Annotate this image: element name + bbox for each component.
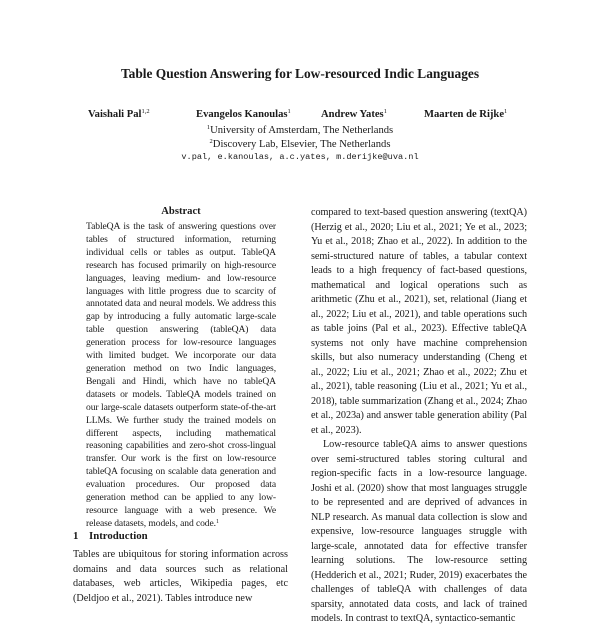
author-name: Maarten de Rijke: [424, 109, 505, 120]
right-column-paragraph-1: compared to text-based question answering (textQA) (Herzig et al., 2020; Liu et al., 2021; Ye et al., 2023; Yu et al., 2018; Zhao et al., 2022). In addition to the semi-structured nature of tables, a tabular context leads to a high frequency of fact-based questions, mathematical and logical operations such as arithmetic (Zhu et al., 2021), set, relational (Jiang et al., 2022; Liu et al., 2021), and table operations such as table joins (Pal et al., 2023). Effective tableQA systems not only have machine comprehension skills, but also numeracy understanding (Cheng et al., 2022; Liu et al., 2021; Zhao et al., 2022; Zhu et al., 2021), table reasoning (Liu et al., 2021; Yu et al., 2018), table summarization (Zhang et al., 2024; Zhao et al., 2023a) and answer table generation ability (Pal et al., 2023).: [311, 207, 527, 436]
author-name: Andrew Yates: [321, 109, 384, 120]
author-affil-mark: 1: [504, 108, 508, 115]
author-name: Vaishali Pal: [88, 109, 142, 120]
paper-title: Table Question Answering for Low-resourced Indic Languages: [120, 66, 480, 81]
author-name: Evangelos Kanoulas: [196, 109, 288, 120]
affiliation-text: University of Amsterdam, The Netherlands: [210, 125, 394, 136]
affiliation-mark: 2: [209, 138, 213, 145]
abstract-text: TableQA is the task of answering questions over tables of structured information, returning individual cells or tables as output. TableQA research has focused primarily on high-resource languages, leaving medium- and low-resource languages with little progress due to scarcity of annotated data and neural models. We address this gap by introducing a fully automatic large-scale table question answering (tableQA) data generation process for low-resource languages with limited budget. We incorporate our data generation method on two Indic languages, Bengali and Hindi, which have no tableQA datasets or models. TableQA models trained on our large-scale datasets outperform state-of-the-art LLMs. We further study the trained models on different aspects, including mathematical reasoning capabilities and zero-shot cross-lingual transfer. Our work is the first on low-resource tableQA focusing on scalable data generation and evaluation procedures. Our proposed data generation method can be applied to any low-resource language with a web presence. We release datasets, models, and code.: [86, 221, 276, 529]
right-column: [311, 206, 527, 624]
section-heading-introduction: [73, 529, 288, 543]
section-title: Introduction: [89, 530, 148, 542]
author-affil-mark: 1,2: [141, 108, 150, 115]
author-affil-mark: 1: [287, 108, 291, 115]
footnote-mark: 1: [215, 518, 219, 525]
abstract-heading: Abstract: [161, 206, 201, 217]
affiliation-text: Discovery Lab, Elsevier, The Netherlands: [212, 139, 391, 150]
affiliation-mark: 1: [206, 124, 211, 131]
author-emails: v.pal, e.kanoulas, a.c.yates, m.derijke@uva.nl: [181, 152, 419, 162]
author-affil-mark: 1: [383, 108, 387, 115]
section-number: 1: [73, 530, 79, 542]
abstract-body: [86, 221, 276, 531]
right-column-paragraph-2: Low-resource tableQA aims to answer questions over semi-structured tables storing cultural and region-specific facts in a low-resource language. Joshi et al. (2020) show that most languages struggle to be represented and are deprived of advances in NLP research. As manual data collection is slow and expensive, low-resource languages struggle with large-scale, annotated data for effective transfer learning solutions. The low-resource setting (Hedderich et al., 2021; Ruder, 2019) exacerbates the challenges of tableQA with challenges of data sparsity, annotated data costs, and lack of trained models. In contrast to textQA, syntactico-semantic: [311, 439, 527, 624]
author-list: [0, 104, 600, 120]
introduction-paragraph: Tables are ubiquitous for storing information across domains and data sources such as relational databases, web articles, Wikipedia pages, etc (Deldjoo et al., 2021). Tables introduce new: [73, 549, 288, 604]
